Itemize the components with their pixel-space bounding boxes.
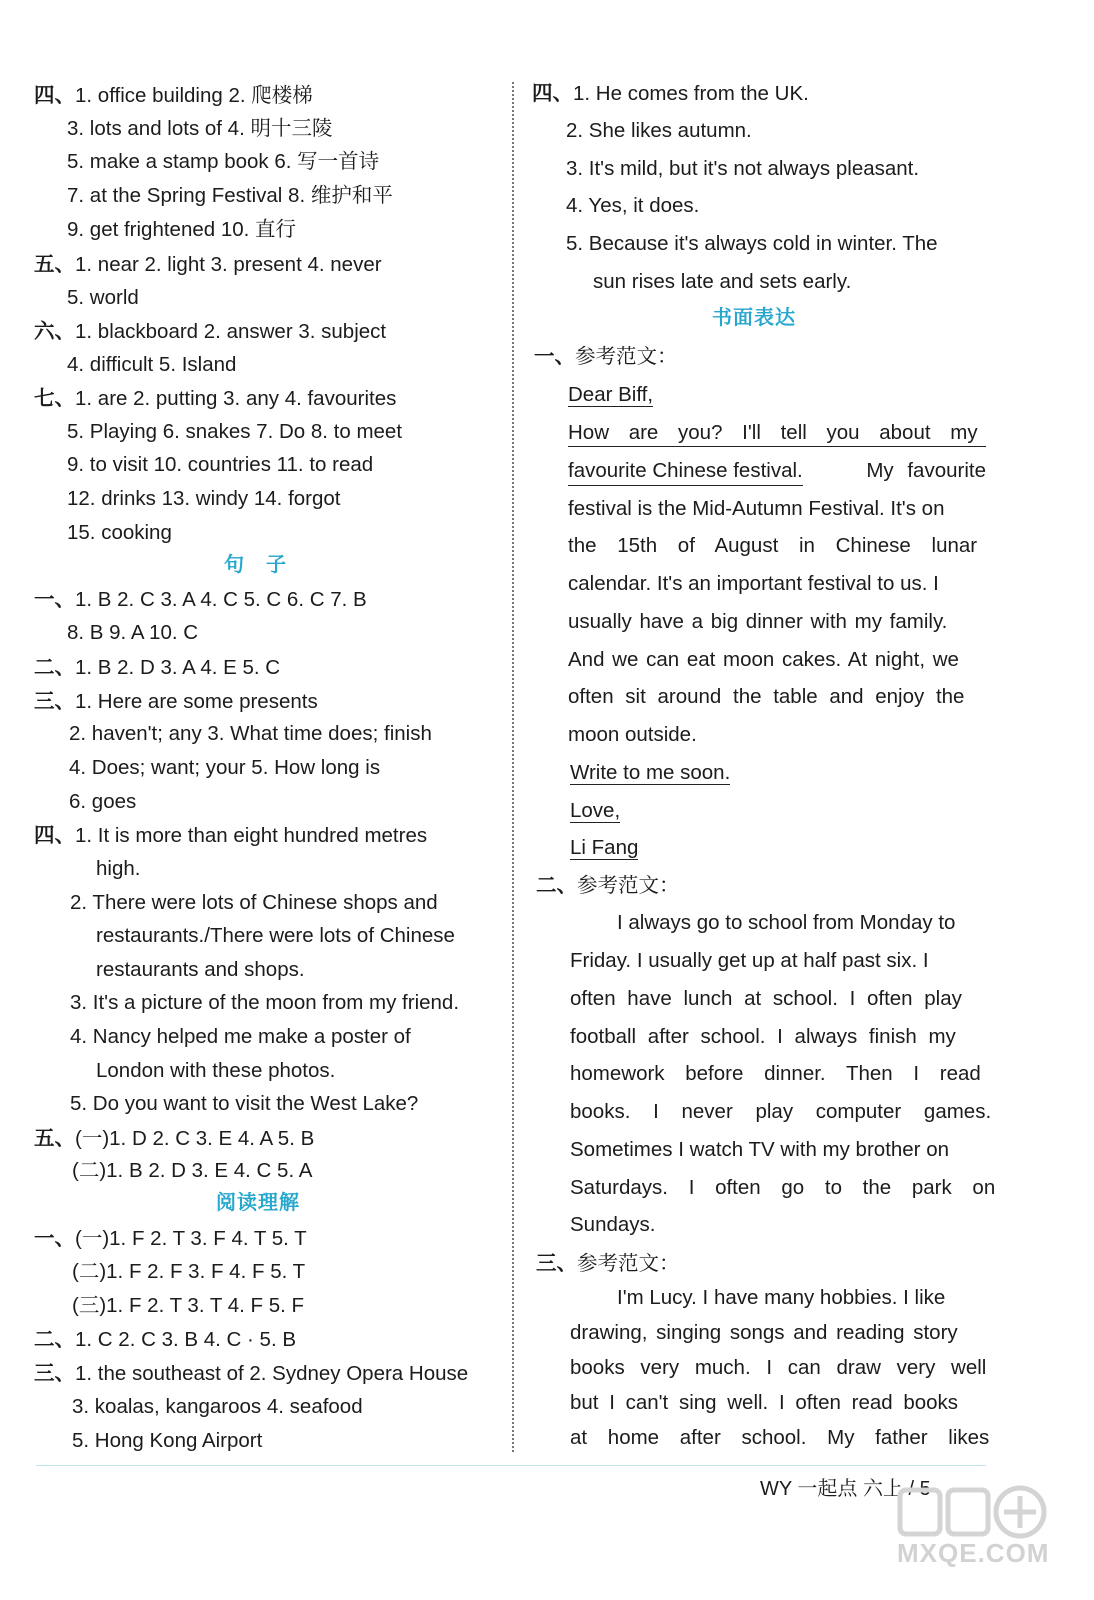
reading-section-3-line-1 xyxy=(34,1360,468,1388)
section-number: 四、 xyxy=(532,81,573,105)
essay-closing: Write to me soon. xyxy=(570,761,731,784)
column-divider xyxy=(512,82,514,1452)
sentence-section-5-line-2: (二)1. B 2. D 3. E 4. C 5. A xyxy=(72,1159,313,1182)
writing-section-3-label xyxy=(536,1250,680,1278)
essay-1-line-10: moon outside. xyxy=(568,723,697,746)
essay-3-line-3: books very much. I can draw very well xyxy=(570,1356,987,1379)
vocab-section-5-line-1 xyxy=(34,251,382,279)
sentence-section-4-line-9: 5. Do you want to visit the West Lake? xyxy=(70,1092,419,1115)
answer-text: 1. office building 2. 爬楼梯 xyxy=(75,84,313,107)
vocab-section-6-line-1 xyxy=(34,318,386,346)
section-number: 三、 xyxy=(34,689,75,713)
essay-1-line-8: And we can eat moon cakes. At night, we xyxy=(568,648,959,671)
essay-1-line-5: the 15th of August in Chinese lunar xyxy=(568,534,978,557)
sentence-section-1-line-1 xyxy=(34,586,367,614)
page-footer: WY 一起点 六上 / 5 xyxy=(760,1478,931,1500)
reading-section-1-line-3: (三)1. F 2. T 3. T 4. F 5. F xyxy=(72,1294,305,1317)
section-number: 三、 xyxy=(34,1361,75,1385)
footer-rule xyxy=(36,1465,986,1466)
sentence-section-5-line-1 xyxy=(34,1125,314,1153)
essay-2-line-7: Sometimes I watch TV with my brother on xyxy=(570,1138,950,1161)
answer-text: (一)1. F 2. T 3. F 4. T 5. T xyxy=(75,1227,307,1250)
writing-section-1-label xyxy=(534,343,678,371)
essay-3-line-2: drawing, singing songs and reading story xyxy=(570,1321,958,1344)
vocab-section-7-line-4: 12. drinks 13. windy 14. forgot xyxy=(67,487,341,510)
reading-section-4-line-2: 2. She likes autumn. xyxy=(566,119,752,142)
essay-2-line-6: books. I never play computer games. xyxy=(570,1100,992,1123)
essay-1-line-1 xyxy=(568,382,653,410)
answer-text: 1. the southeast of 2. Sydney Opera House xyxy=(75,1362,469,1385)
section-number: 三、 xyxy=(536,1251,577,1275)
answer-text: 1. C 2. C 3. B 4. C · 5. B xyxy=(75,1328,297,1351)
vocab-section-6-line-2: 4. difficult 5. Island xyxy=(67,353,237,376)
answer-text: 1. It is more than eight hundred metres xyxy=(75,824,428,847)
answer-text: 1. blackboard 2. answer 3. subject xyxy=(75,320,387,343)
section-heading-writing: 书面表达 xyxy=(712,307,796,329)
vocab-section-4-line-2: 3. lots and lots of 4. 明十三陵 xyxy=(67,117,333,140)
sentence-section-1-line-2: 8. B 9. A 10. C xyxy=(67,621,199,644)
section-number: 一、 xyxy=(34,1226,75,1250)
essay-2-line-9: Sundays. xyxy=(570,1213,656,1236)
essay-1-line-2: How are you? I'll tell you about my xyxy=(568,420,986,447)
section-number: 一、 xyxy=(34,587,75,611)
essay-2-line-1: I always go to school from Monday to xyxy=(617,911,956,934)
section-number: 二、 xyxy=(536,873,577,897)
essay-signature: Li Fang xyxy=(570,836,639,859)
sentence-section-4-line-8: London with these photos. xyxy=(96,1059,336,1082)
essay-3-line-5: at home after school. My father likes xyxy=(570,1426,990,1449)
vocab-section-4-line-3: 5. make a stamp book 6. 写一首诗 xyxy=(67,150,380,173)
vocab-section-7-line-1 xyxy=(34,385,396,413)
section-number: 一、 xyxy=(534,344,575,368)
essay-1-line-3 xyxy=(568,458,986,486)
sentence-section-4-line-3: 2. There were lots of Chinese shops and xyxy=(70,891,438,914)
essay-salutation: Dear Biff, xyxy=(568,383,654,406)
essay-underlined-phrase: favourite Chinese festival. xyxy=(568,458,803,486)
essay-2-line-5: homework before dinner. Then I read xyxy=(570,1062,981,1085)
vocab-section-7-line-3: 9. to visit 10. countries 11. to read xyxy=(67,453,374,476)
reading-section-4-line-6: sun rises late and sets early. xyxy=(593,270,852,293)
vocab-section-4-line-5: 9. get frightened 10. 直行 xyxy=(67,218,297,241)
essay-3-line-1: I'm Lucy. I have many hobbies. I like xyxy=(617,1286,946,1309)
section-number: 五、 xyxy=(34,1126,75,1150)
writing-section-2-label xyxy=(536,872,680,900)
answer-text: 1. B 2. D 3. A 4. E 5. C xyxy=(75,656,281,679)
sentence-section-4-line-1 xyxy=(34,822,486,850)
label-text: 参考范文： xyxy=(577,1252,680,1275)
answer-text: 1. Here are some presents xyxy=(75,690,318,713)
essay-1-line-11 xyxy=(570,760,730,788)
essay-2-line-8: Saturdays. I often go to the park on xyxy=(570,1176,996,1199)
essay-signoff: Love, xyxy=(570,799,621,822)
essay-1-line-9: often sit around the table and enjoy the xyxy=(568,685,965,708)
section-number: 六、 xyxy=(34,319,75,343)
sentence-section-3-line-2: 2. haven't; any 3. What time does; finish xyxy=(69,722,432,745)
sentence-section-4-line-5: restaurants and shops. xyxy=(96,958,305,981)
reading-section-4-line-1 xyxy=(532,80,809,108)
sentence-section-3-line-1 xyxy=(34,688,318,716)
essay-2-line-3: often have lunch at school. I often play xyxy=(570,987,962,1010)
sentence-section-4-line-7: 4. Nancy helped me make a poster of xyxy=(70,1025,411,1048)
reading-section-4-line-4: 4. Yes, it does. xyxy=(566,194,700,217)
vocab-section-4-line-1 xyxy=(34,82,313,110)
answer-text: (一)1. D 2. C 3. E 4. A 5. B xyxy=(75,1127,315,1150)
reading-section-4-line-5: 5. Because it's always cold in winter. The xyxy=(566,232,938,255)
answer-text: 1. near 2. light 3. present 4. never xyxy=(75,253,382,276)
essay-1-line-13 xyxy=(570,835,638,863)
vocab-section-7-line-5: 15. cooking xyxy=(67,521,172,544)
reading-section-4-line-3: 3. It's mild, but it's not always pleasant. xyxy=(566,157,920,180)
essay-1-line-12 xyxy=(570,798,620,826)
section-number: 二、 xyxy=(34,655,75,679)
reading-section-1-line-2: (二)1. F 2. F 3. F 4. F 5. T xyxy=(72,1260,306,1283)
section-number: 七、 xyxy=(34,386,75,410)
sentence-section-4-line-4: restaurants./There were lots of Chinese xyxy=(96,924,455,947)
label-text: 参考范文： xyxy=(575,345,678,368)
essay-1-line-7: usually have a big dinner with my family. xyxy=(568,610,948,633)
label-text: 参考范文： xyxy=(577,874,680,897)
sentence-section-4-line-2: high. xyxy=(96,857,141,880)
sentence-section-3-line-3: 4. Does; want; your 5. How long is xyxy=(69,756,381,779)
reading-section-3-line-3: 5. Hong Kong Airport xyxy=(72,1429,263,1452)
reading-section-2-line-1 xyxy=(34,1326,296,1354)
answer-text: 1. He comes from the UK. xyxy=(573,82,809,105)
vocab-section-4-line-4: 7. at the Spring Festival 8. 维护和平 xyxy=(67,184,393,207)
reading-section-3-line-2: 3. koalas, kangaroos 4. seafood xyxy=(72,1395,363,1418)
essay-1-line-6: calendar. It's an important festival to us. I xyxy=(568,572,939,595)
section-number: 四、 xyxy=(34,83,75,107)
essay-2-line-4: football after school. I always finish my xyxy=(570,1025,956,1048)
vocab-section-5-line-2: 5. world xyxy=(67,286,139,309)
vocab-section-7-line-2: 5. Playing 6. snakes 7. Do 8. to meet xyxy=(67,420,403,443)
essay-2-line-2: Friday. I usually get up at half past six. I xyxy=(570,949,929,972)
essay-text: My favourite xyxy=(866,459,986,482)
answer-text: 1. B 2. C 3. A 4. C 5. C 6. C 7. B xyxy=(75,588,367,611)
section-heading-sentences: 句 子 xyxy=(224,554,287,576)
reading-section-1-line-1 xyxy=(34,1225,307,1253)
section-heading-reading: 阅读理解 xyxy=(216,1192,300,1214)
section-number: 四、 xyxy=(34,823,75,847)
essay-3-line-4: but I can't sing well. I often read books xyxy=(570,1391,959,1414)
sentence-section-2-line-1 xyxy=(34,654,280,682)
sentence-section-3-line-4: 6. goes xyxy=(69,790,137,813)
sentence-section-4-line-6: 3. It's a picture of the moon from my friend. xyxy=(70,991,460,1014)
watermark-text: MXQE.COM xyxy=(897,1538,1050,1568)
answer-text: 1. are 2. putting 3. any 4. favourites xyxy=(75,387,397,410)
section-number: 五、 xyxy=(34,252,75,276)
essay-1-line-4: festival is the Mid-Autumn Festival. It's on xyxy=(568,497,945,520)
section-number: 二、 xyxy=(34,1327,75,1351)
